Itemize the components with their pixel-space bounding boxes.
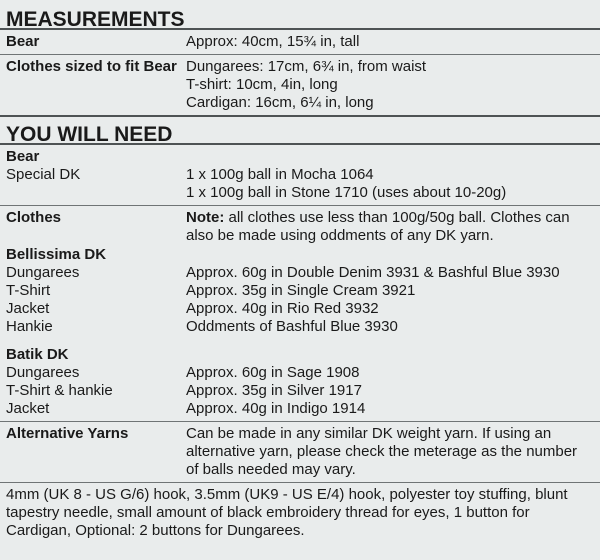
special-dk-mocha: 1 x 100g ball in Mocha 1064 <box>186 166 374 183</box>
extras-text: tapestry needle, small amount of black embroidery thread for eyes, 1 button for <box>6 504 530 521</box>
item-value: Approx. 40g in Rio Red 3932 <box>186 300 379 317</box>
alternative-yarns-text: of balls needed may vary. <box>186 461 356 478</box>
list-item <box>6 382 594 400</box>
bear-measurement-label: Bear <box>6 33 40 50</box>
clothes-measurement-row <box>0 55 600 115</box>
item-label: Dungarees <box>6 264 80 281</box>
extras-text: 4mm (UK 8 - US G/6) hook, 3.5mm (UK9 - US E/4) hook, polyester toy stuffing, blunt <box>6 486 568 503</box>
list-item <box>6 264 594 282</box>
batik-title: Batik DK <box>6 346 69 363</box>
note-label: Note: <box>186 209 225 226</box>
item-value: Approx. 60g in Double Denim 3931 & Bashful Blue 3930 <box>186 264 560 281</box>
dungarees-measurement: Dungarees: 17cm, 6¾ in, from waist <box>186 58 427 75</box>
note-text-continued: also be made using oddments of any DK yarn. <box>186 227 494 244</box>
list-item <box>6 318 594 336</box>
item-label: T-Shirt & hankie <box>6 382 113 399</box>
item-label: Dungarees <box>6 364 80 381</box>
special-dk-label: Special DK <box>6 166 81 183</box>
item-value: Approx. 40g in Indigo 1914 <box>186 400 366 417</box>
item-value: Approx. 35g in Single Cream 3921 <box>186 282 416 299</box>
bear-measurement-row <box>0 30 600 54</box>
note-text: all clothes use less than 100g/50g ball. Clothes can <box>224 209 570 226</box>
bear-measurement-value: Approx: 40cm, 15¾ in, tall <box>186 33 360 50</box>
alternative-yarns-row <box>0 422 600 482</box>
clothes-measurement-label: Clothes sized to fit Bear <box>6 58 177 75</box>
bear-yarn-label: Bear <box>6 148 40 165</box>
list-item <box>6 364 594 382</box>
item-label: Jacket <box>6 400 50 417</box>
you-will-need-heading: YOU WILL NEED <box>6 123 173 146</box>
extras-section <box>0 483 600 543</box>
clothes-yarn-label: Clothes <box>6 209 62 226</box>
item-label: Hankie <box>6 318 53 335</box>
alternative-yarns-label: Alternative Yarns <box>6 425 129 442</box>
item-value: Approx. 35g in Silver 1917 <box>186 382 362 399</box>
item-value: Oddments of Bashful Blue 3930 <box>186 318 398 335</box>
alternative-yarns-text: Can be made in any similar DK weight yarn. If using an <box>186 425 552 442</box>
clothes-yarn-section <box>0 206 600 421</box>
special-dk-stone: 1 x 100g ball in Stone 1710 (uses about 10-20g) <box>186 184 507 201</box>
extras-text: Cardigan, Optional: 2 buttons for Dungarees. <box>6 522 305 539</box>
bellissima-title: Bellissima DK <box>6 246 107 263</box>
item-value: Approx. 60g in Sage 1908 <box>186 364 360 381</box>
item-label: Jacket <box>6 300 50 317</box>
cardigan-measurement: Cardigan: 16cm, 6¼ in, long <box>186 94 374 111</box>
bear-yarn-section <box>0 145 600 205</box>
list-item <box>6 400 594 418</box>
alternative-yarns-text: alternative yarn, please check the meterage as the number <box>186 443 578 460</box>
list-item <box>6 282 594 300</box>
measurements-heading: MEASUREMENTS <box>6 8 185 31</box>
list-item <box>6 300 594 318</box>
item-label: T-Shirt <box>6 282 51 299</box>
tshirt-measurement: T-shirt: 10cm, 4in, long <box>186 76 338 93</box>
